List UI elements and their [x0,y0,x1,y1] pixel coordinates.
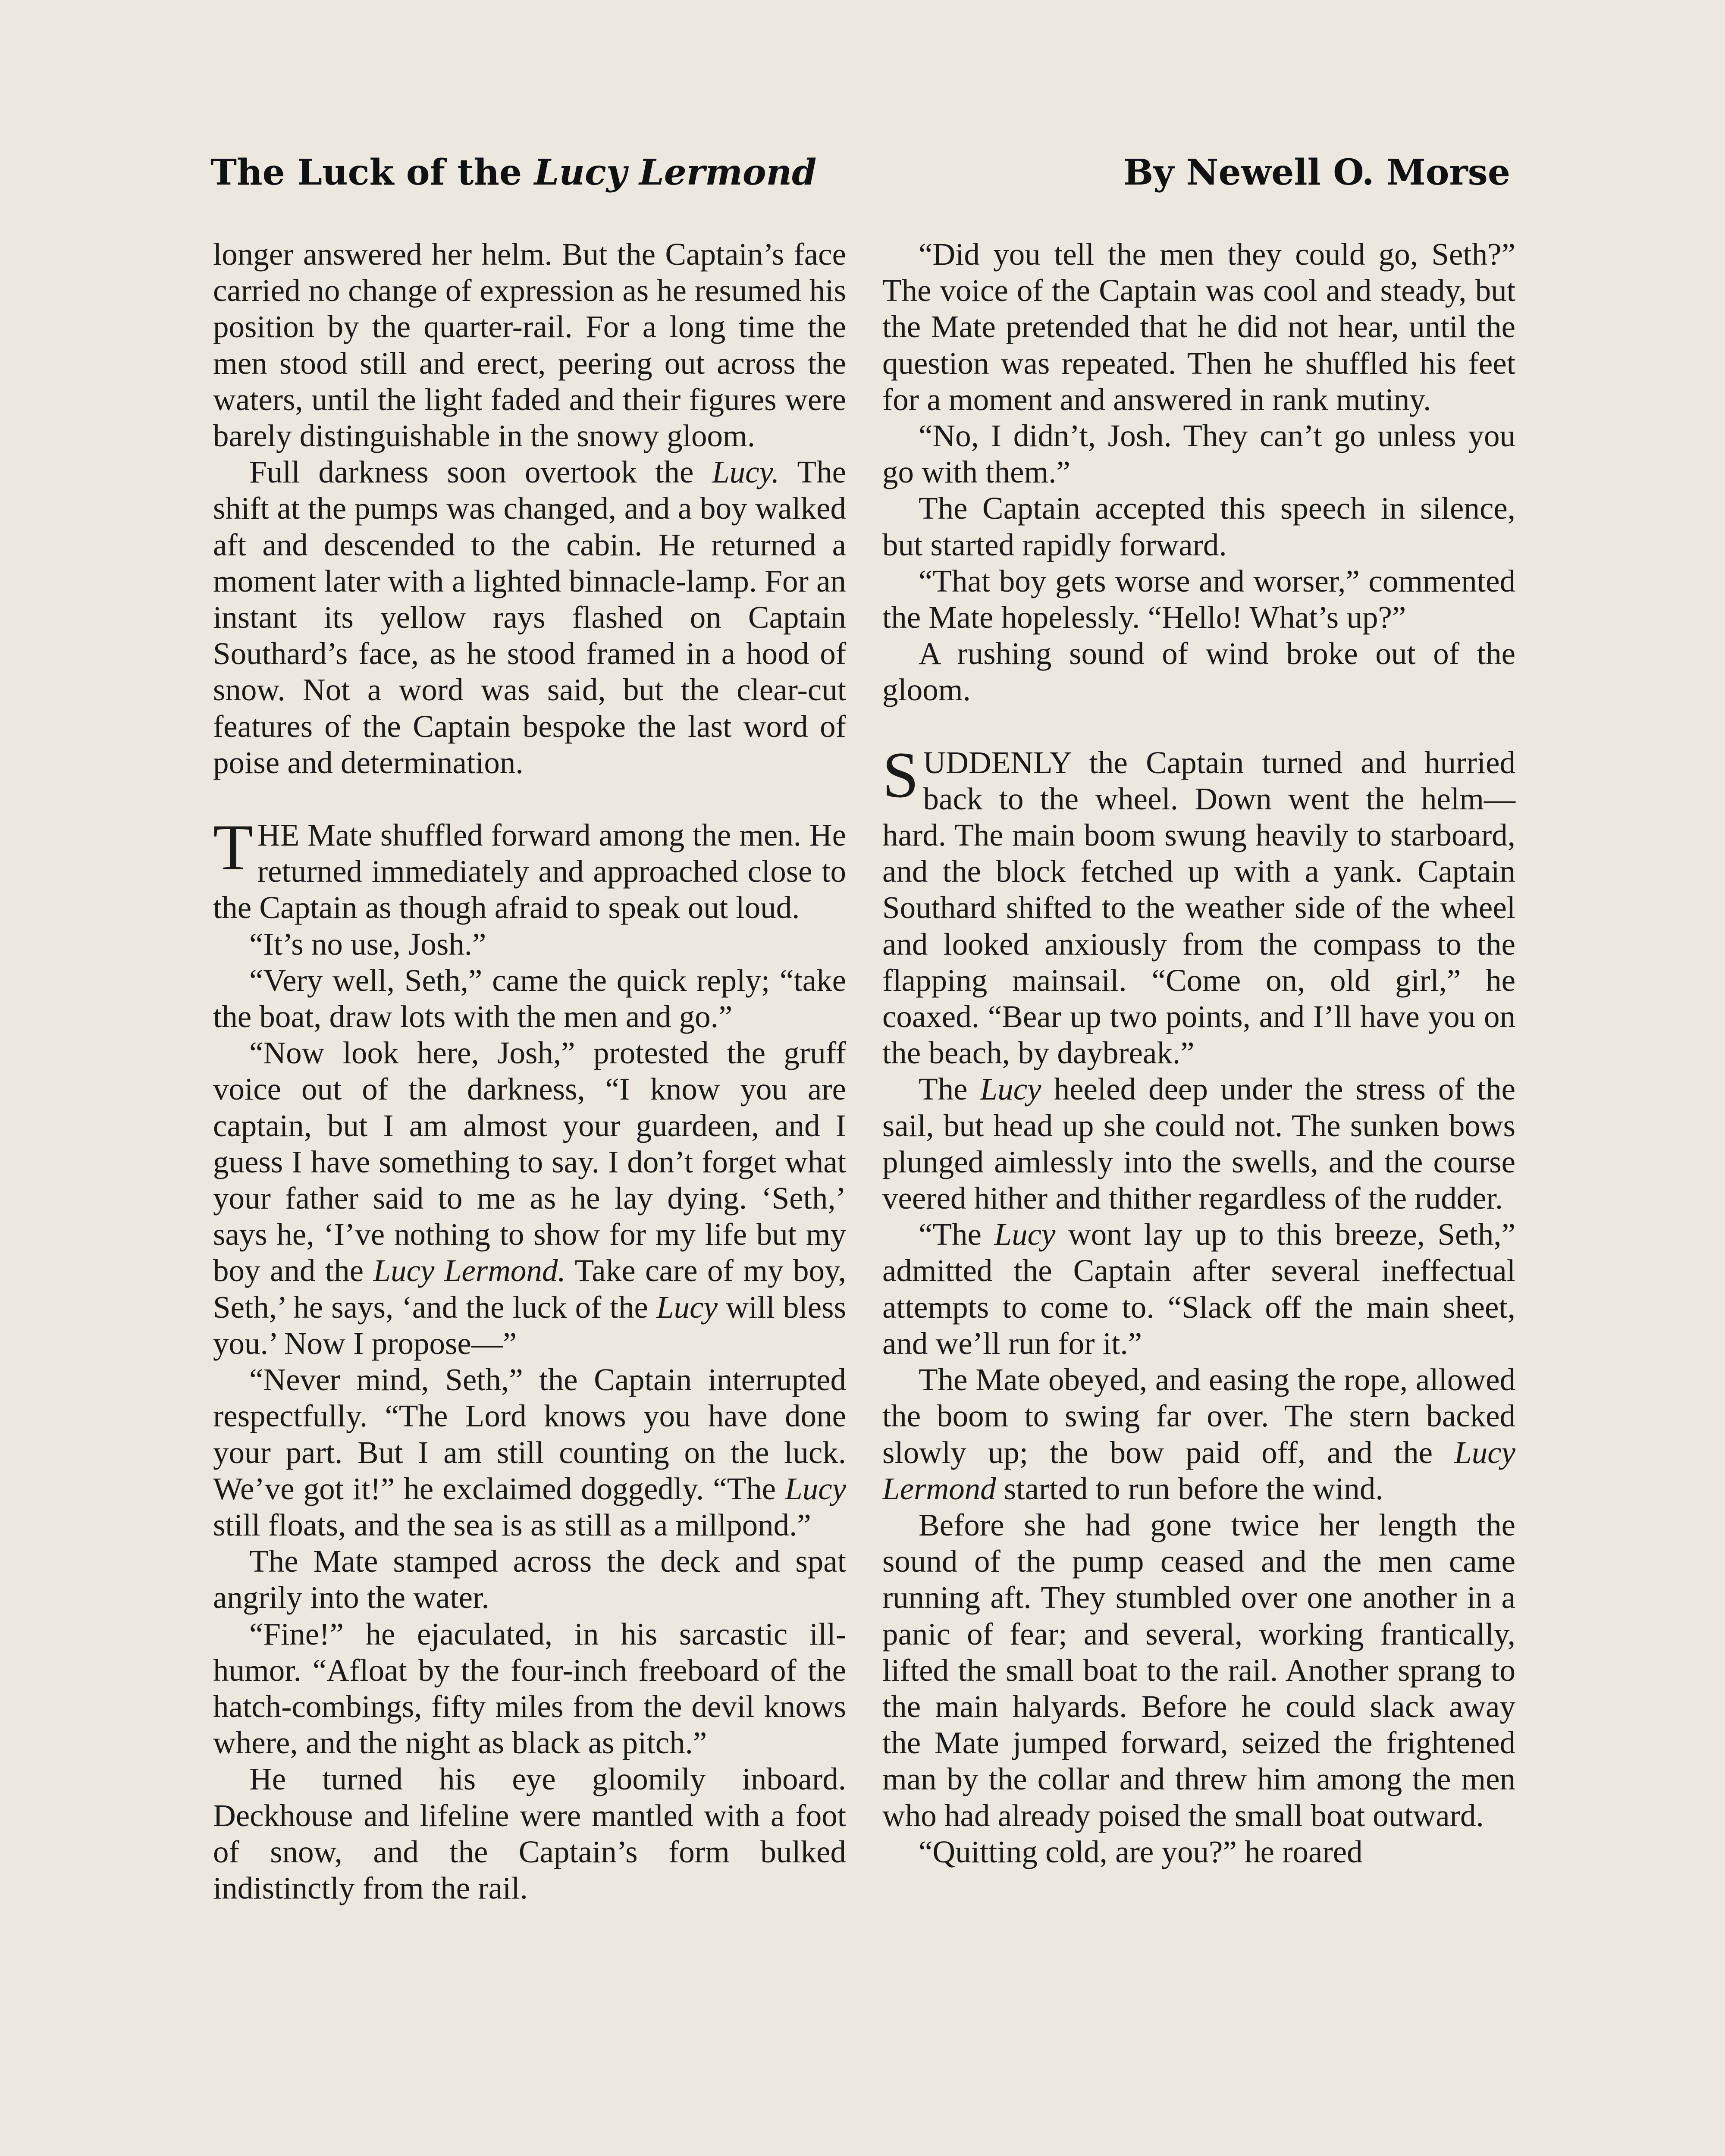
running-header [210,152,1510,193]
paragraph: SUDDENLY the Captain turned and hurried back to the wheel. Down went the helm—hard. The main boom swung heavily to starboard, and the block fetched up with a yank. Captain Southard shifted to the weather side of the wheel and looked anxiously from the compass to the flapping mainsail. “Come on, old girl,” he coaxed. “Bear up two points, and I’ll have you on the beach, by daybreak.” [882,738,1515,1071]
paragraph: He turned his eye gloomily inboard. Deckhouse and lifeline were mantled with a foot of snow, and the Captain’s form bulked indistinctly from the rail. [213,1761,846,1905]
paragraph: Full darkness soon overtook the Lucy. The shift at the pumps was changed, and a boy walked aft and descended to the cabin. He returned a moment later with a lighted binnacle-lamp. For an instant its yellow rays flashed on Captain Southard’s face, as he stood framed in a hood of snow. Not a word was said, but the clear-cut features of the Captain bespoke the last word of poise and determination. [213,454,846,780]
paragraph: The Mate obeyed, and easing the rope, allowed the boom to swing far over. The stern backed slowly up; the bow paid off, and the Lucy Lermond started to run before the wind. [882,1362,1515,1506]
paragraph: “It’s no use, Josh.” [249,926,486,962]
byline: By Newell O. Morse [1123,152,1510,193]
paragraph: “No, I didn’t, Josh. They can’t go unless you go with them.” [882,418,1515,490]
drop-cap: S [882,738,919,811]
paragraph: Before she had gone twice her length the sound of the pump ceased and the men came running aft. They stumbled over one another in a panic of fear; and several, working frantically, lifted the small boat to the rail. Another sprang to the main halyards. Before he could slack away the Mate jumped forward, seized the frightened man by the collar and threw him among the men who had already poised the small boat outward. [882,1507,1515,1833]
paragraph: “Very well, Seth,” came the quick reply; “take the boat, draw lots with the men and go.” [213,962,846,1034]
story-title: The Luck of the Lucy Lermond [210,152,817,193]
paragraph: The Lucy heeled deep under the stress of the sail, but head up she could not. The sunken bows plunged aimlessly into the swells, and the course veered hither and thither regardless of the rudder. [882,1072,1516,1216]
paragraph: “The Lucy wont lay up to this breeze, Seth,” admitted the Captain after several ineffectual attempts to come to. “Slack off the main sheet, and we’ll run for it.” [882,1217,1515,1361]
paragraph: The Captain accepted this speech in silence, but started rapidly forward. [882,491,1515,562]
right-column [882,236,1515,1870]
left-column [213,236,846,1906]
drop-cap: T [213,811,253,884]
paragraph: “Quitting cold, are you?” he roared [919,1834,1363,1869]
paragraph: THE Mate shuffled forward among the men. He returned immediately and approached close to the Captain as though afraid to speak out loud. [213,811,846,925]
paragraph: “Did you tell the men they could go, Seth?” The voice of the Captain was cool and steady, but the Mate pretended that he did not hear, until the question was repeated. Then he shuffled his feet for a moment and answered in rank mutiny. [882,237,1515,417]
paragraph: The Mate stamped across the deck and spat angrily into the water. [213,1544,846,1615]
paragraph: “That boy gets worse and worser,” commented the Mate hopelessly. “Hello! What’s up?” [882,563,1515,635]
paragraph: “Now look here, Josh,” protested the gruff voice out of the darkness, “I know you are captain, but I am almost your guardeen, and I guess I have something to say. I don’t forget what your father said to me as he lay dying. ‘Seth,’ says he, ‘I’ve nothing to show for my life but my boy and the Lucy Lermond. Take care of my boy, Seth,’ he says, ‘and the luck of the Lucy will bless you.’ Now I propose—” [213,1035,847,1361]
paragraph: “Never mind, Seth,” the Captain interrupted respectfully. “The Lord knows you have done your part. But I am still counting on the luck. We’ve got it!” he exclaimed doggedly. “The Lucy still floats, and the sea is as still as a millpond.” [213,1362,846,1542]
paragraph: longer answered her helm. But the Captain’s face carried no change of expression as he resumed his position by the quarter-rail. For a long time the men stood still and erect, peering out across the waters, until the light faded and their figures were barely distinguishable in the snowy gloom. [213,237,846,454]
paragraph: A rushing sound of wind broke out of the gloom. [882,636,1515,708]
paragraph: “Fine!” he ejaculated, in his sarcastic ill-humor. “Afloat by the four-inch freeboard of the hatch-combings, fifty miles from the devil knows where, and the night as black as pitch.” [213,1616,846,1761]
